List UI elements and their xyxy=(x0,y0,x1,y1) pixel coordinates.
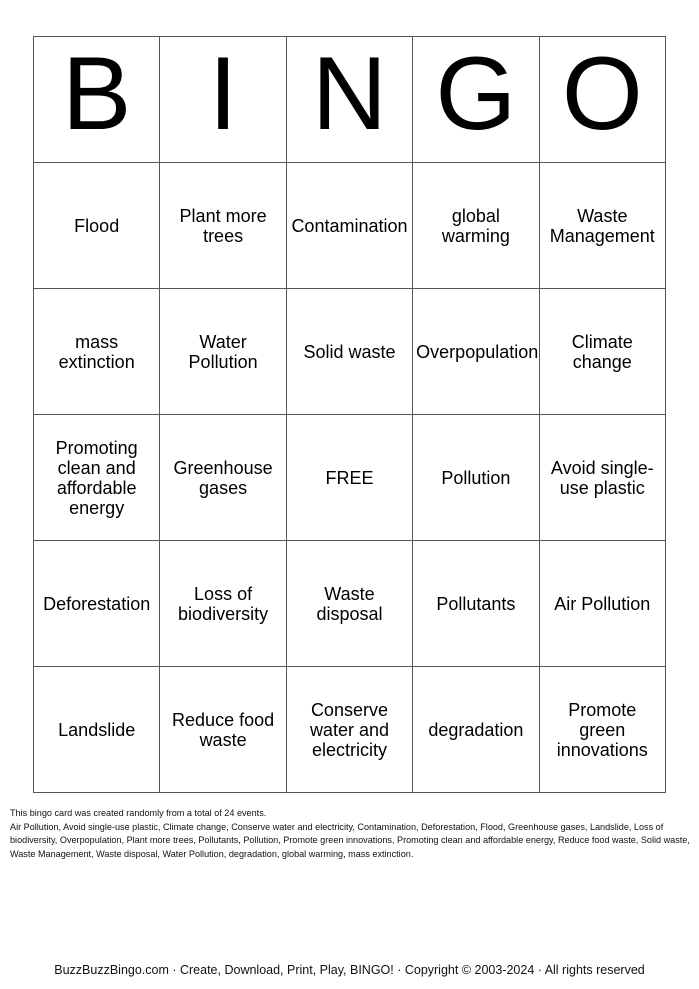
header-letter-g: G xyxy=(413,37,539,163)
header-letter-o: O xyxy=(539,37,665,163)
bingo-row xyxy=(34,289,666,415)
bingo-cell: Overpopulation xyxy=(413,289,539,415)
bingo-cell: Solid waste xyxy=(286,289,412,415)
bingo-free-cell: FREE xyxy=(286,415,412,541)
bingo-cell: Air Pollution xyxy=(539,541,665,667)
bingo-row xyxy=(34,415,666,541)
bingo-header-row xyxy=(34,37,666,163)
header-letter-b: B xyxy=(34,37,160,163)
bingo-cell: Greenhouse gases xyxy=(160,415,286,541)
bingo-cell: global warming xyxy=(413,163,539,289)
bingo-cell: Waste disposal xyxy=(286,541,412,667)
bingo-cell: Flood xyxy=(34,163,160,289)
bingo-cell: Conserve water and electricity xyxy=(286,667,412,793)
bingo-cell: Landslide xyxy=(34,667,160,793)
bingo-cell: Climate change xyxy=(539,289,665,415)
bingo-cell: degradation xyxy=(413,667,539,793)
bingo-cell: Plant more trees xyxy=(160,163,286,289)
bingo-cell: Pollution xyxy=(413,415,539,541)
bingo-cell: Loss of biodiversity xyxy=(160,541,286,667)
page-footer: BuzzBuzzBingo.com · Create, Download, Print, Play, BINGO! · Copyright © 2003-2024 · All rights reserved xyxy=(54,963,645,977)
bingo-row xyxy=(34,667,666,793)
bingo-cell: Water Pollution xyxy=(160,289,286,415)
bingo-cell: mass extinction xyxy=(34,289,160,415)
header-letter-i: I xyxy=(160,37,286,163)
bingo-cell: Avoid single-use plastic xyxy=(539,415,665,541)
card-info-event-list: Air Pollution, Avoid single-use plastic, Climate change, Conserve water and electricity, Contamination, Deforestation, Flood, Greenhouse gases, Landslide, Loss of biodiversity, Overpopulation, Plant more trees, Pollutants, Pollution, Promote green innovations, Promoting clean and affordable energy, Reduce food waste, Solid waste, Waste Management, Waste disposal, Water Pollution, degradation, global warming, mass extinction. xyxy=(10,821,690,859)
bingo-cell: Reduce food waste xyxy=(160,667,286,793)
bingo-card xyxy=(33,36,666,793)
bingo-cell: Promote green innovations xyxy=(539,667,665,793)
bingo-cell: Deforestation xyxy=(34,541,160,667)
bingo-cell: Pollutants xyxy=(413,541,539,667)
bingo-cell: Promoting clean and affordable energy xyxy=(34,415,160,541)
bingo-row xyxy=(34,541,666,667)
bingo-row xyxy=(34,163,666,289)
header-letter-n: N xyxy=(286,37,412,163)
bingo-cell: Waste Management xyxy=(539,163,665,289)
card-info xyxy=(10,807,690,861)
card-info-summary: This bingo card was created randomly from a total of 24 events. xyxy=(10,808,267,818)
bingo-cell: Contamination xyxy=(286,163,412,289)
